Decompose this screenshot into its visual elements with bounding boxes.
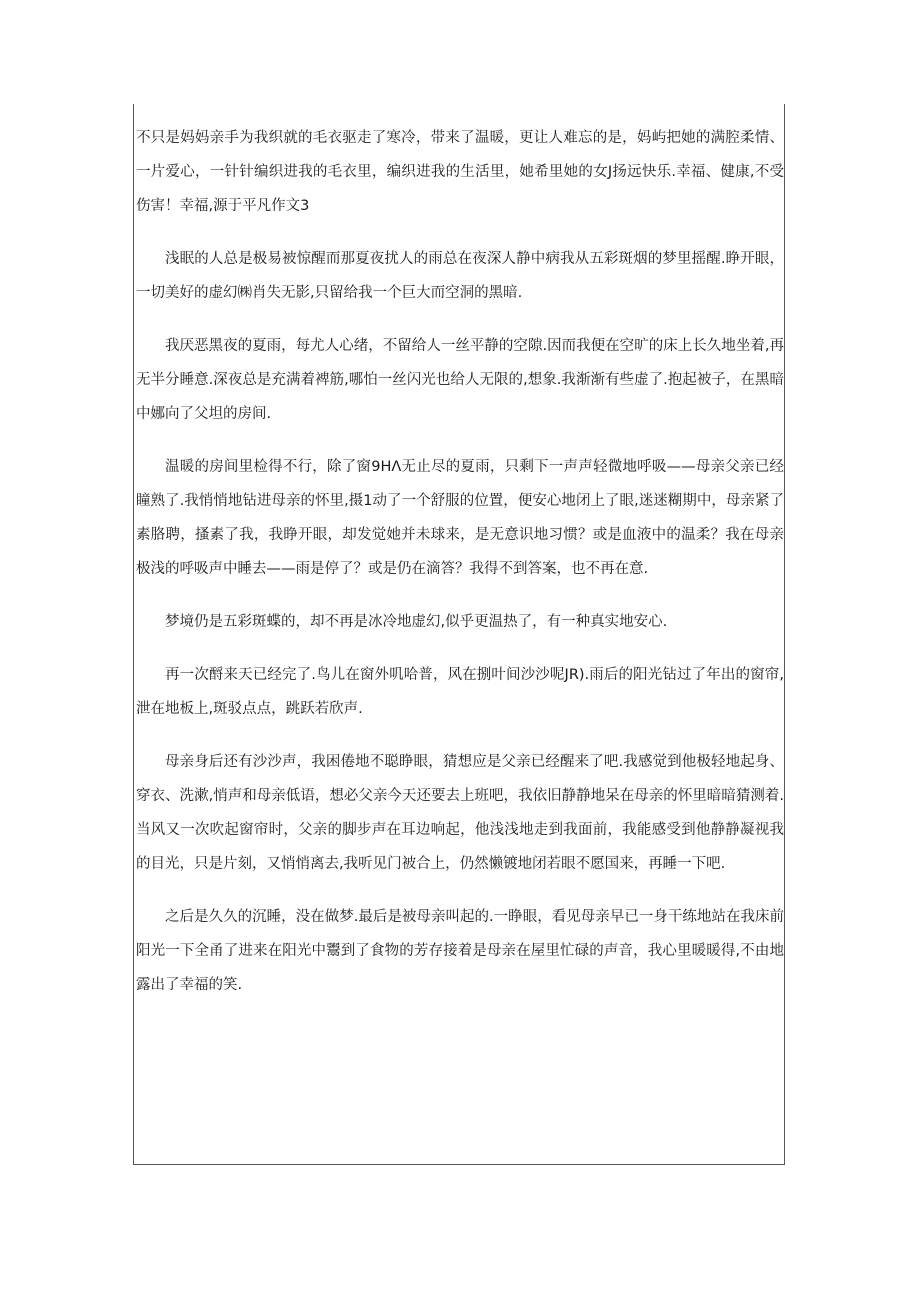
paragraph: 之后是久久的沉睡，没在做梦.最后是被母亲叫起的.一睁眼，看见母亲早已一身干练地站在我床前阳光一下全甬了进来在阳光中鬻到了食物的芳存接着是母亲在屋里忙碌的声音，我心里暖暖得,不由地露出了幸福的笑. [136,909,784,993]
paragraph: 梦境仍是五彩斑蝶的，却不再是冰冷地虚幻,似乎更温热了，有一种真实地安心. [165,614,668,630]
paragraph: 温暖的房间里检得不行，除了窗9HΛ无止尽的夏雨，只剩下一声声轻微地呼吸——母亲父亲已经瞳熟了.我悄悄地钻进母亲的怀里,摄1动了一个舒服的位置，便安心地闭上了眼,迷迷糊期中，母亲紧了素胳聘，搔素了我，我睁开眼，却发觉她并未球来，是无意识地习惯？或是血液中的温柔？我在母亲极浅的呼吸声中睡去——雨是停了？或是仍在滴答？我得不到答案，也不再在意. [136,459,784,577]
paragraph: 浅眠的人总是极易被惊醒而那夏夜扰人的雨总在夜深人静中病我从五彩斑烟的梦里摇醒.睁开眼，一切美好的虚幻㈱肖失无影,只留给我一个巨大而空洞的黑暗. [136,251,784,301]
paragraph: 再一次酹来天已经完了.鸟儿在窗外叽哈普，风在捌叶间沙沙呢JR).雨后的阳光钻过了年出的窗帘,泄在地板上,斑驳点点，跳跃若欣声. [136,667,784,717]
paragraph: 不只是妈妈亲手为我织就的毛衣驱走了寒冷，带来了温暖，更让人难忘的是，妈屿把她的满腔柔情、一片爱心，一针针编织进我的毛衣里，编织进我的生活里，她希里她的女J扬远快乐.幸福、健康,不受伤害！幸福,源于平凡作文3 [136,130,784,214]
paragraph: 母亲身后还有沙沙声，我困倦地不聪睁眼，猜想应是父亲已经醒来了吧.我感觉到他极轻地起身、穿衣、洗漱,悄声和母亲低语，想必父亲今天还要去上班吧，我依旧静静地呆在母亲的怀里暗暗猜测着.当风又一次吹起窗帘时，父亲的脚步声在耳边响起，他浅浅地走到我面前，我能感受到他静静凝视我的目光，只是片刻，又悄悄离去,我听见门被合上，仍然懒镀地闭若眼不愿国来，再睡一下吧. [136,754,784,872]
article-body [136,121,784,1021]
paragraph: 我厌恶黑夜的夏雨，每尤人心绪，不留给人一丝平静的空隙.因而我便在空旷的床上长久地坐着,再无半分睡意.深夜总是充满着裨筋,哪怕一丝闪光也给人无限的,想象.我渐渐有些虚了.抱起被子，在黑暗中娜向了父坦的房间. [136,338,784,422]
